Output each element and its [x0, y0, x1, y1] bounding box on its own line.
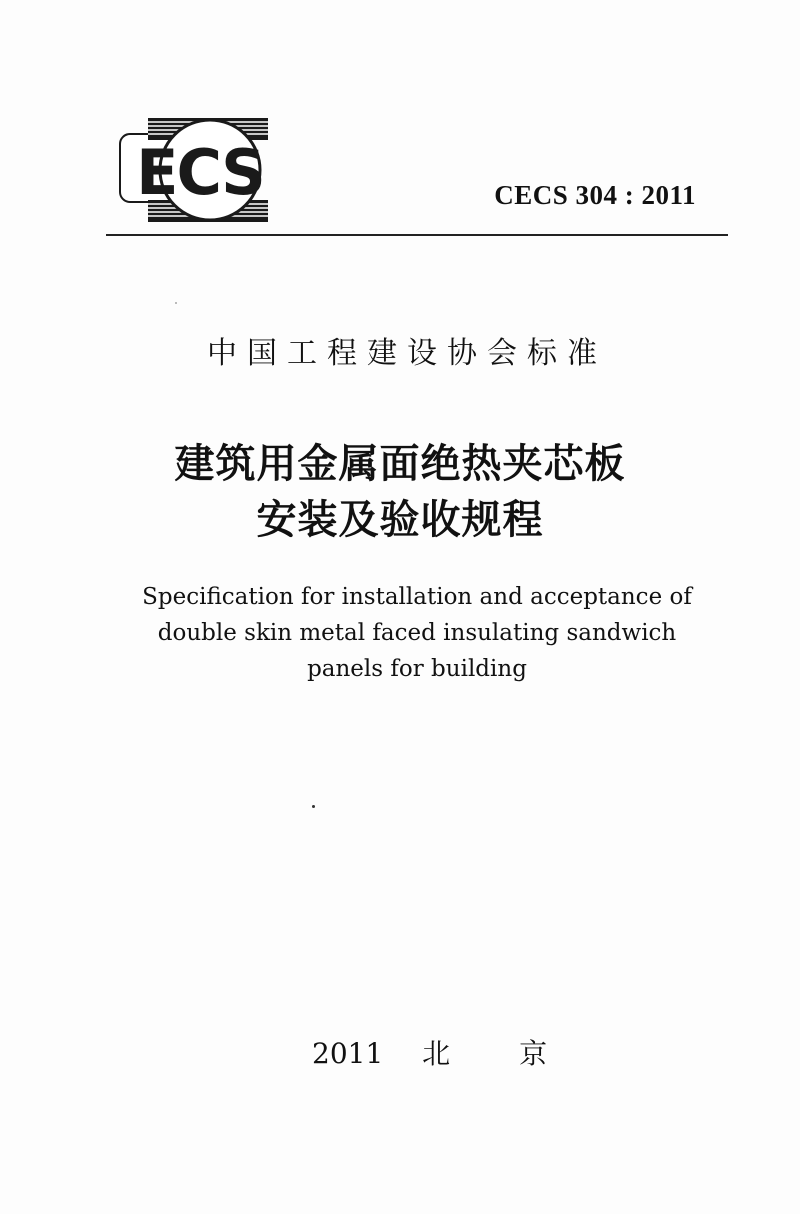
imprint-year: 2011: [312, 1037, 384, 1070]
organization-name: 中国工程建设协会标准: [207, 336, 607, 371]
standard-code: CECS 304 : 2011: [494, 180, 696, 210]
imprint-city-char-2: 京: [519, 1037, 548, 1070]
english-title-line-1: Specification for installation and acceptance of: [142, 584, 692, 610]
logo-text: ECS: [136, 136, 264, 209]
chinese-title-line-1: 建筑用金属面绝热夹芯板: [174, 441, 626, 487]
imprint: [312, 1032, 547, 1072]
chinese-title: [0, 436, 800, 548]
chinese-title-line-2: 安装及验收规程: [256, 497, 544, 543]
header-divider: [106, 234, 728, 236]
imprint-city-char-1: 北: [422, 1037, 451, 1070]
ecs-logo-icon: [118, 116, 288, 224]
scan-speck: [312, 805, 315, 808]
scan-speck: [175, 302, 177, 304]
english-title-line-2: double skin metal faced insulating sandwich: [157, 620, 677, 646]
english-title: [0, 579, 800, 687]
english-title-line-3: panels for building: [307, 656, 527, 682]
